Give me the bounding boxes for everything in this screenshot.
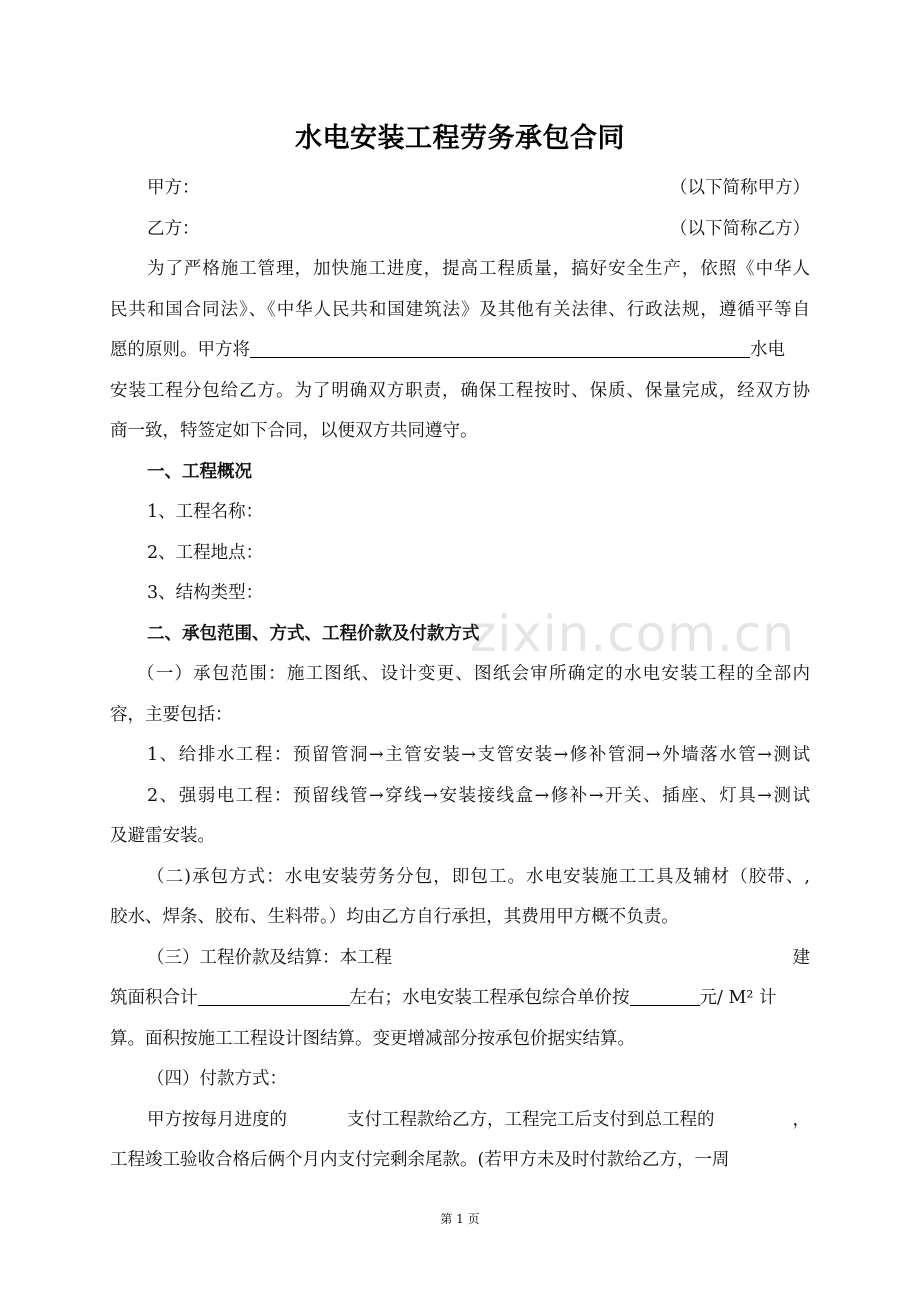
party-b-line — [110, 209, 810, 250]
scope-line-1: （一）承包范围：施工图纸、设计变更、图纸会审所确定的水电安装工程的全部内 — [137, 664, 810, 684]
payment-line-1-c: ， — [792, 1109, 810, 1130]
watermark: zixin.com.cn — [470, 605, 796, 663]
page-number: 第 1 页 — [440, 1212, 480, 1226]
electric-line-2: 及避雷安装。 — [110, 826, 215, 846]
unit-price-label: 左右；水电安装工程承包综合单价按 — [349, 988, 630, 1008]
unit-label: 元/ M² 计 — [699, 988, 777, 1008]
area-blank — [198, 988, 350, 1006]
section-1-heading: 一、工程概况 — [147, 461, 252, 482]
intro-line-3 — [110, 330, 810, 371]
scope-line-2: 容，主要包括： — [110, 704, 233, 725]
area-label: 筑面积合计 — [110, 988, 198, 1008]
party-a-suffix: （以下简称甲方） — [670, 178, 810, 198]
project-name-blank — [250, 340, 750, 358]
document-title: 水电安装工程劳务承包合同 — [295, 123, 625, 154]
section-1-item-location: 2、工程地点： — [147, 542, 264, 563]
price-line-1-start: （三）工程价款及结算：本工程 — [147, 947, 392, 968]
water-line: 1、给排水工程：预留管洞→主管安装→支管安装→修补管洞→外墙落水管→测试 — [147, 745, 810, 765]
intro-line-3-start: 愿的原则。甲方将 — [110, 340, 250, 360]
price-line-1-end: 建 — [792, 947, 810, 968]
party-a-line — [110, 168, 810, 209]
intro-line-3-end: 水电 — [750, 340, 785, 360]
payment-line-1-b: 支付工程款给乙方，工程完工后支付到总工程的 — [347, 1109, 715, 1130]
intro-line-5: 商一致，特签定如下合同，以便双方共同遵守。 — [110, 421, 478, 441]
intro-line-4: 安装工程分包给乙方。为了明确双方职责，确保工程按时、保质、保量完成，经双方协 — [110, 380, 810, 401]
document-body — [110, 168, 810, 1181]
mode-line-2: 胶水、焊条、胶布、生料带。）均由乙方自行承担，其费用甲方概不负责。 — [110, 907, 679, 927]
price-line-2 — [110, 978, 810, 1019]
price-line-1 — [110, 938, 810, 979]
section-1-item-name: 1、工程名称： — [147, 502, 264, 522]
unit-price-blank — [630, 988, 700, 1006]
payment-line-1 — [110, 1100, 810, 1141]
section-1-item-structure: 3、结构类型： — [147, 583, 264, 603]
section-2-heading: 二、承包范围、方式、工程价款及付款方式 — [147, 623, 480, 644]
electric-line-1: 2、强弱电工程：预留线管→穿线→安装接线盒→修补→开关、插座、灯具→测试 — [147, 785, 810, 806]
intro-line-1: 为了严格施工管理，加快施工进度，提高工程质量，搞好安全生产，依照《中华人 — [147, 259, 810, 279]
intro-line-2: 民共和国合同法》、《中华人民共和国建筑法》及其他有关法律、行政法规，遵循平等自 — [110, 299, 810, 320]
party-b-suffix: （以下简称乙方） — [670, 218, 810, 239]
payment-line-1-a: 甲方按每月进度的 — [147, 1109, 287, 1130]
payment-line-2: 工程竣工验收合格后俩个月内支付完剩余尾款。(若甲方未及时付款给乙方，一周 — [110, 1150, 730, 1170]
party-a-label: 甲方： — [147, 178, 200, 198]
price-line-3: 算。面积按施工工程设计图结算。变更增减部分按承包价据实结算。 — [110, 1028, 635, 1049]
mode-line-1: （二)承包方式：水电安装劳务分包，即包工。水电安装施工工具及辅材（胶带、, — [147, 866, 810, 887]
payment-heading: （四）付款方式： — [147, 1069, 287, 1089]
party-b-label: 乙方： — [147, 218, 200, 239]
